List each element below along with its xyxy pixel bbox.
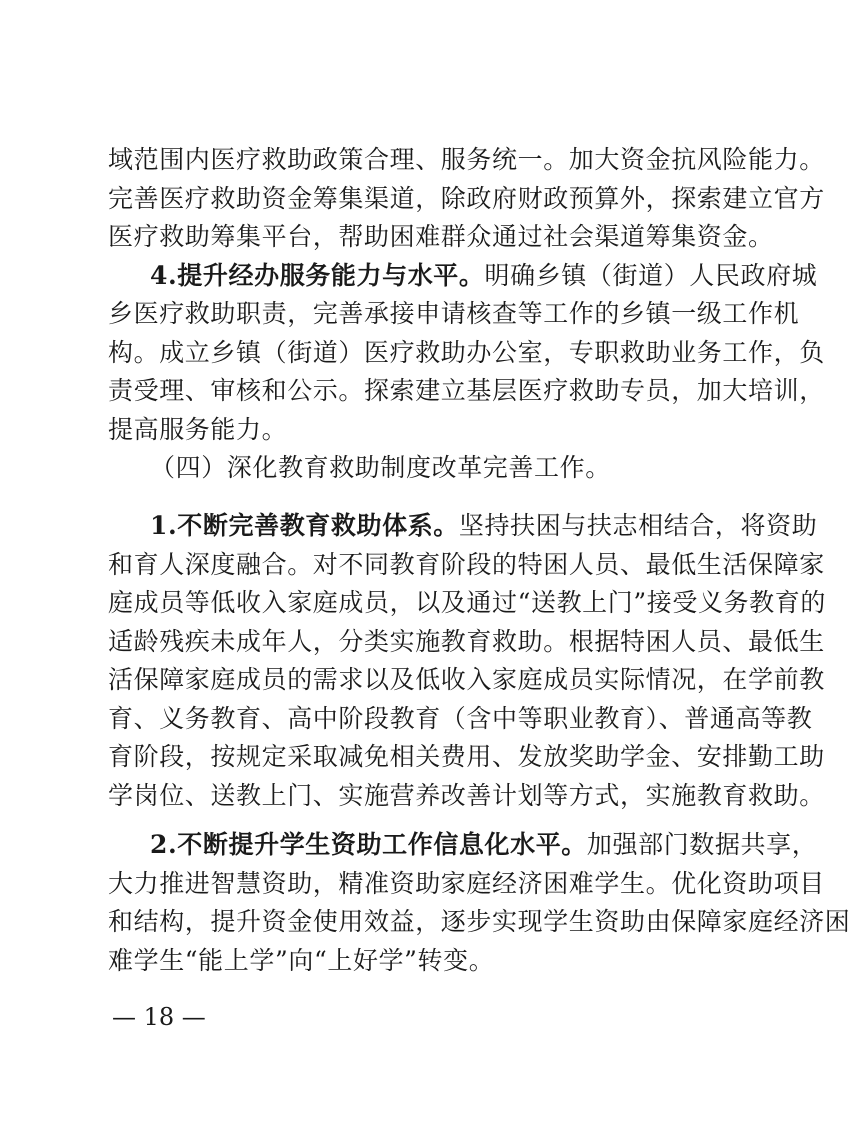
text-line: 责受理、审核和公示。探索建立基层医疗救助专员，加大培训， [108, 376, 825, 405]
text-line [108, 826, 818, 865]
text-run: 明确乡镇（街道）人民政府城 [484, 260, 818, 290]
paragraph-education-system [108, 507, 826, 815]
text-line: 难学生“能上学”向“上好学”转变。 [108, 945, 495, 975]
text-run: 加强部门数据共享， [586, 830, 818, 859]
section-heading: 1.不断完善教育救助体系。 [150, 511, 459, 540]
text-line: 大力推进智慧资助，精准资助家庭经济困难学生。优化资助项目 [108, 868, 825, 898]
text-line: 构。成立乡镇（街道）医疗救助办公室，专职救助业务工作，负 [108, 337, 825, 367]
text-line: 庭成员等低收入家庭成员，以及通过“送教上门”接受义务教育的 [108, 588, 826, 617]
section-heading: 4.提升经办服务能力与水平。 [150, 260, 485, 290]
paragraph-funding [108, 141, 825, 257]
text-line: 域范围内医疗救助政策合理、服务统一。加大资金抗风险能力。 [108, 145, 825, 174]
text-run: 坚持扶困与扶志相结合，将资助 [458, 511, 818, 540]
text-line: 和结构，提升资金使用效益，逐步实现学生资助由保障家庭经济困 [108, 907, 850, 936]
text-line: 完善医疗救助资金筹集渠道，除政府财政预算外，探索建立官方 [108, 183, 825, 213]
text-line: 提高服务能力。 [108, 414, 288, 444]
text-line: 育、义务教育、高中阶段教育（含中等职业教育）、普通高等教 [108, 703, 813, 733]
paragraph-section-four [108, 449, 694, 488]
paragraph-service-capacity [108, 257, 825, 450]
text-line: 活保障家庭成员的需求以及低收入家庭成员实际情况，在学前教 [108, 665, 825, 694]
text-line: 适龄残疾未成年人，分类实施教育救助。根据特困人员、最低生 [108, 626, 825, 656]
paragraph-student-aid-informatization [108, 826, 850, 980]
page-number: — 18 — [112, 1003, 206, 1031]
text-line: 学岗位、送教上门、实施营养改善计划等方式，实施教育救助。 [108, 780, 825, 810]
section-heading: 2.不断提升学生资助工作信息化水平。 [150, 830, 587, 859]
text-line [108, 507, 818, 546]
text-line [108, 257, 818, 296]
text-line: 和育人深度融合。对不同教育阶段的特困人员、最低生活保障家 [108, 549, 825, 579]
text-line: 医疗救助筹集平台，帮助困难群众通过社会渠道筹集资金。 [108, 222, 774, 251]
text-line: 育阶段，按规定采取减免相关费用、发放奖助学金、安排勤工助 [108, 742, 825, 771]
text-line: 乡医疗救助职责，完善承接申请核查等工作的乡镇一级工作机 [108, 299, 800, 328]
section-title: （四）深化教育救助制度改革完善工作。 [150, 453, 611, 482]
